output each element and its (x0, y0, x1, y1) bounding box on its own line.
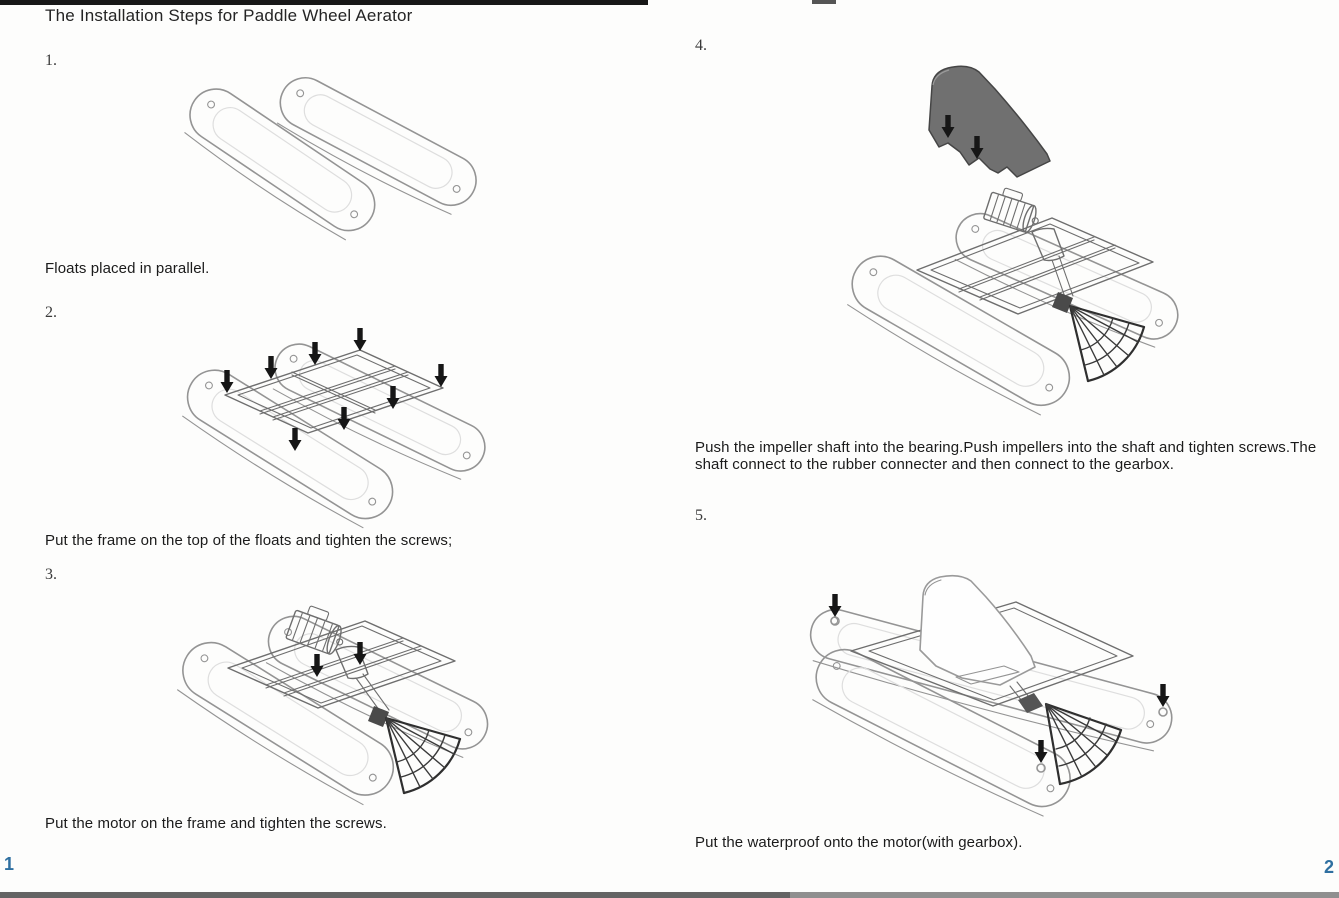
step-2-label: 2. (45, 304, 57, 321)
step-5-illustration (788, 554, 1212, 812)
motor-shape (983, 184, 1045, 235)
bottom-edge-bar-left (0, 892, 790, 898)
float-shape (267, 69, 484, 222)
impeller-shape (1070, 306, 1144, 381)
step-4-illustration (820, 56, 1222, 430)
document-title: The Installation Steps for Paddle Wheel Aerator (45, 6, 413, 25)
page-number-1: 1 (4, 854, 15, 874)
step-2-illustration (170, 320, 532, 522)
step-1-label: 1. (45, 52, 57, 69)
bottom-edge-bar-right (790, 892, 1339, 898)
impeller-shape (1046, 704, 1121, 784)
page-number-2: 2 (1323, 857, 1334, 877)
waterproof-cover-shape (920, 576, 1035, 685)
down-arrow-icon (354, 328, 367, 351)
step-2-caption: Put the frame on the top of the floats and tighten the screws; (45, 532, 453, 549)
step-1-caption: Floats placed in parallel. (45, 260, 210, 277)
step-5-label: 5. (695, 507, 707, 524)
step-5-caption: Put the waterproof onto the motor(with gearbox). (695, 834, 1023, 851)
step-4-label: 4. (695, 37, 707, 54)
step-1-illustration (183, 57, 511, 240)
step-3-illustration (170, 586, 542, 806)
frame-shape (917, 218, 1153, 314)
float-shape (168, 632, 404, 813)
top-edge-mark (812, 0, 836, 4)
step-4-caption: Push the impeller shaft into the bearing.Push impellers into the shaft and tighten screws.The shaft connect to the rubber connecter and then connect to the gearbox. (695, 439, 1317, 473)
step-3-caption: Put the motor on the frame and tighten the screws. (45, 815, 387, 832)
step-3-label: 3. (45, 566, 57, 583)
down-arrow-icon (289, 428, 302, 451)
float-shape (173, 360, 403, 536)
down-arrow-icon (829, 594, 842, 617)
down-arrow-icon (435, 364, 448, 387)
top-edge-bar (0, 0, 648, 5)
